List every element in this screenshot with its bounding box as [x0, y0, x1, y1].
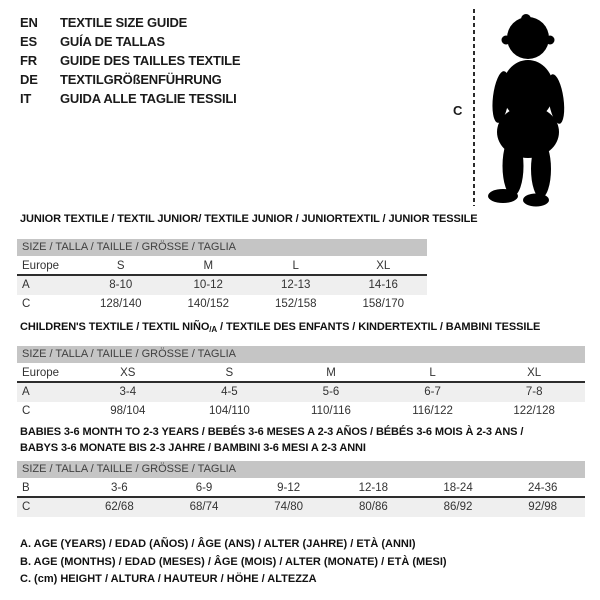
- language-code: IT: [20, 91, 32, 106]
- height-cell: 92/98: [528, 501, 558, 513]
- language-row: [20, 32, 240, 51]
- footnote-height: C. (cm) HEIGHT / ALTURA / HAUTEUR / HÖHE / ALTEZZA: [20, 573, 317, 585]
- size-header-label: SIZE / TALLA / TAILLE / GRÖSSE / TAGLIA: [22, 241, 236, 253]
- footnote-age-years: A. AGE (YEARS) / EDAD (AÑOS) / ÂGE (ANS) / ALTER (JAHRE) / ETÀ (ANNI): [20, 538, 416, 550]
- table-row-age: [17, 383, 585, 402]
- height-cell: 158/170: [362, 298, 405, 310]
- children-table-title: [20, 320, 540, 338]
- row-label: A: [22, 279, 30, 291]
- height-cell: 128/140: [99, 298, 142, 310]
- height-cell: 116/122: [412, 405, 453, 417]
- babies-title-line1: BABIES 3-6 MONTH TO 2-3 YEARS / BEBÉS 3-6 MESES A 2-3 AÑOS / BÉBÉS 3-6 MOIS À 2-3 ANS /: [20, 426, 524, 438]
- language-row: [20, 70, 240, 89]
- table-row-months: [17, 479, 585, 498]
- age-cell: 8-10: [109, 279, 133, 291]
- guide-title-it: GUIDA ALLE TAGLIE TESSILI: [60, 91, 237, 106]
- height-cell: 86/92: [443, 501, 473, 513]
- table-row-europe: [17, 364, 585, 383]
- months-cell: 18-24: [443, 482, 473, 494]
- table-row-height: [17, 498, 585, 517]
- junior-size-table: [17, 239, 427, 314]
- row-label: B: [22, 482, 30, 494]
- age-cell: 7-8: [525, 386, 543, 398]
- row-label: C: [22, 501, 31, 513]
- guide-title-en: TEXTILE SIZE GUIDE: [60, 15, 188, 30]
- row-label: A: [22, 386, 30, 398]
- guide-title-es: GUÍA DE TALLAS: [60, 34, 165, 49]
- guide-title-fr: GUIDE DES TAILLES TEXTILE: [60, 53, 241, 68]
- language-row: [20, 89, 240, 108]
- height-cell: 74/80: [274, 501, 304, 513]
- size-header-bar: [17, 461, 585, 478]
- table-row-age: [17, 276, 427, 295]
- table-row-height: [17, 295, 427, 314]
- size-cell: M: [326, 367, 336, 379]
- age-cell: 12-13: [281, 279, 311, 291]
- table-row-europe: [17, 257, 427, 276]
- size-cell: L: [429, 367, 436, 379]
- footnote-legend: [20, 536, 447, 589]
- row-label: C: [22, 298, 31, 310]
- age-cell: 14-16: [368, 279, 398, 291]
- size-header-bar: [17, 239, 427, 256]
- months-cell: 24-36: [527, 482, 558, 494]
- language-title-list: [20, 13, 240, 108]
- row-label: Europe: [22, 367, 60, 379]
- children-title-subscript: /A: [209, 325, 218, 334]
- height-cell: 104/110: [209, 405, 250, 417]
- language-row: [20, 51, 240, 70]
- children-size-table: [17, 346, 585, 421]
- months-cell: 12-18: [358, 482, 389, 494]
- children-title-main: CHILDREN'S TEXTILE / TEXTIL NIÑO: [20, 321, 210, 333]
- size-cell: S: [225, 367, 234, 379]
- row-label: Europe: [22, 260, 60, 272]
- babies-size-table: [17, 461, 585, 517]
- language-code: ES: [20, 34, 37, 49]
- height-measure-dashed-line: [473, 9, 475, 206]
- months-cell: 9-12: [277, 482, 301, 494]
- size-cell: XL: [376, 260, 391, 272]
- height-cell: 110/116: [311, 405, 351, 417]
- baby-silhouette-icon: [482, 8, 578, 208]
- row-label: C: [22, 405, 31, 417]
- height-cell: 98/104: [110, 405, 146, 417]
- junior-table-title: JUNIOR TEXTILE / TEXTIL JUNIOR/ TEXTILE JUNIOR / JUNIORTEXTIL / JUNIOR TESSILE: [20, 213, 478, 225]
- children-title-rest: / TEXTILE DES ENFANTS / KINDERTEXTIL / BAMBINI TESSILE: [217, 321, 541, 333]
- language-code: DE: [20, 72, 38, 87]
- age-cell: 6-7: [424, 386, 441, 398]
- months-cell: 3-6: [111, 482, 128, 494]
- size-cell: XS: [120, 367, 136, 379]
- language-row: [20, 13, 240, 32]
- language-code: EN: [20, 15, 38, 30]
- size-header-bar: [17, 346, 585, 363]
- table-row-height: [17, 402, 585, 421]
- height-cell: 68/74: [189, 501, 219, 513]
- height-cell: 140/152: [187, 298, 230, 310]
- babies-table-title: [20, 425, 523, 456]
- size-header-label: SIZE / TALLA / TAILLE / GRÖSSE / TAGLIA: [22, 463, 236, 475]
- height-cell: 122/128: [513, 405, 555, 417]
- size-header-label: SIZE / TALLA / TAILLE / GRÖSSE / TAGLIA: [22, 348, 236, 360]
- size-cell: M: [203, 260, 214, 272]
- age-cell: 10-12: [193, 279, 223, 291]
- size-cell: L: [292, 260, 299, 272]
- footnote-age-months: B. AGE (MONTHS) / EDAD (MESES) / ÂGE (MOIS) / ALTER (MONATE) / ETÀ (MESI): [20, 555, 447, 568]
- height-measure-label: C: [453, 103, 463, 118]
- size-cell: S: [116, 260, 125, 272]
- height-cell: 152/158: [274, 298, 317, 310]
- age-cell: 5-6: [322, 386, 340, 398]
- babies-title-line2: BABYS 3-6 MONATE BIS 2-3 JAHRE / BAMBINI 3-6 MESI A 2-3 ANNI: [20, 441, 366, 454]
- size-cell: XL: [527, 367, 542, 379]
- age-cell: 3-4: [119, 386, 137, 398]
- language-code: FR: [20, 53, 37, 68]
- height-cell: 62/68: [104, 501, 134, 513]
- guide-title-de: TEXTILGRÖßENFÜHRUNG: [60, 72, 222, 87]
- months-cell: 6-9: [195, 482, 213, 494]
- age-cell: 4-5: [221, 386, 238, 398]
- height-cell: 80/86: [358, 501, 388, 513]
